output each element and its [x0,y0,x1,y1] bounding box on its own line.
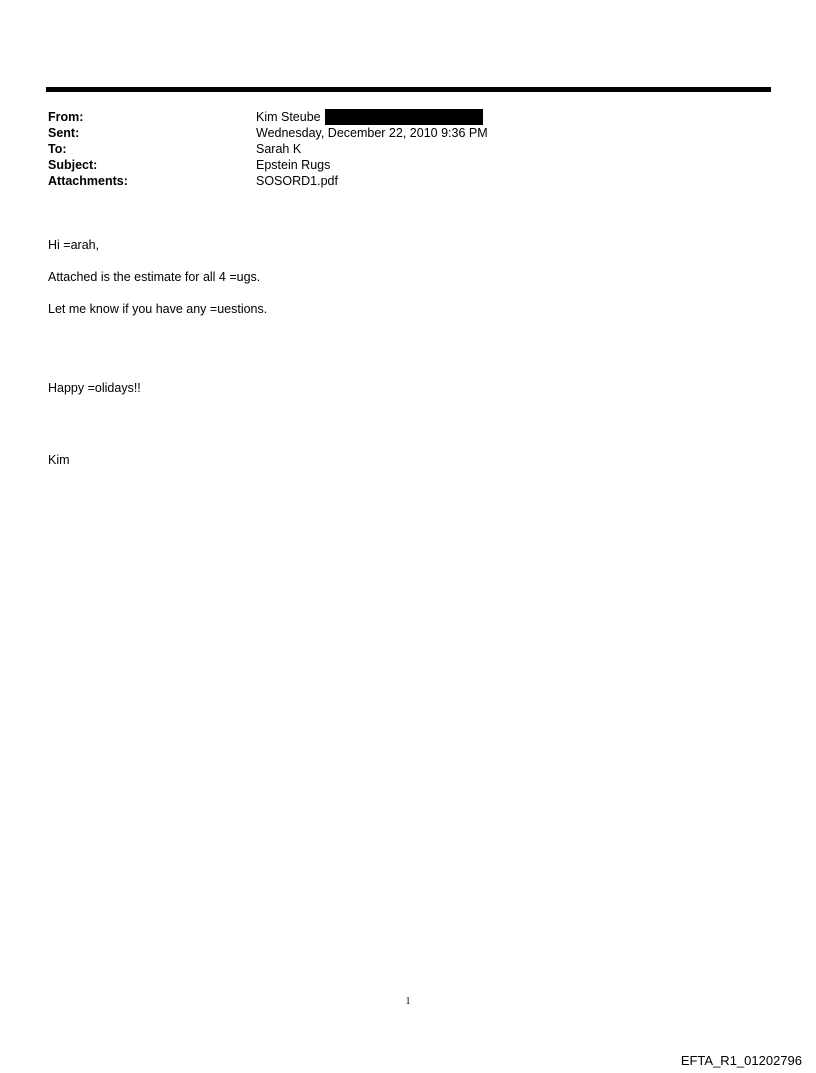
attachments-label: Attachments: [48,174,128,188]
to-row [48,141,488,157]
subject-value: Epstein Rugs [256,158,331,172]
sent-value: Wednesday, December 22, 2010 9:36 PM [256,126,488,140]
from-value: Kim Steube [256,110,321,124]
page-number: 1 [405,996,411,1007]
sent-label: Sent: [48,126,80,140]
header-divider-rule [46,87,771,92]
to-value: Sarah K [256,142,302,156]
email-header [48,109,488,189]
subject-label: Subject: [48,158,98,172]
from-row [48,109,488,125]
from-label: From: [48,110,84,124]
body-line-attached: Attached is the estimate for all 4 =ugs. [48,270,261,284]
to-label: To: [48,142,67,156]
attachment-file-link[interactable]: SOSORD1.pdf [256,174,338,188]
subject-row [48,157,488,173]
bates-number: EFTA_R1_01202796 [680,1053,802,1068]
redaction-block [325,109,483,125]
closing-line: Happy =olidays!! [48,381,141,395]
greeting-line: Hi =arah, [48,238,100,252]
sent-row [48,125,488,141]
signature: Kim [48,453,70,467]
attachments-row [48,173,488,189]
body-line-questions: Let me know if you have any =uestions. [48,302,268,316]
